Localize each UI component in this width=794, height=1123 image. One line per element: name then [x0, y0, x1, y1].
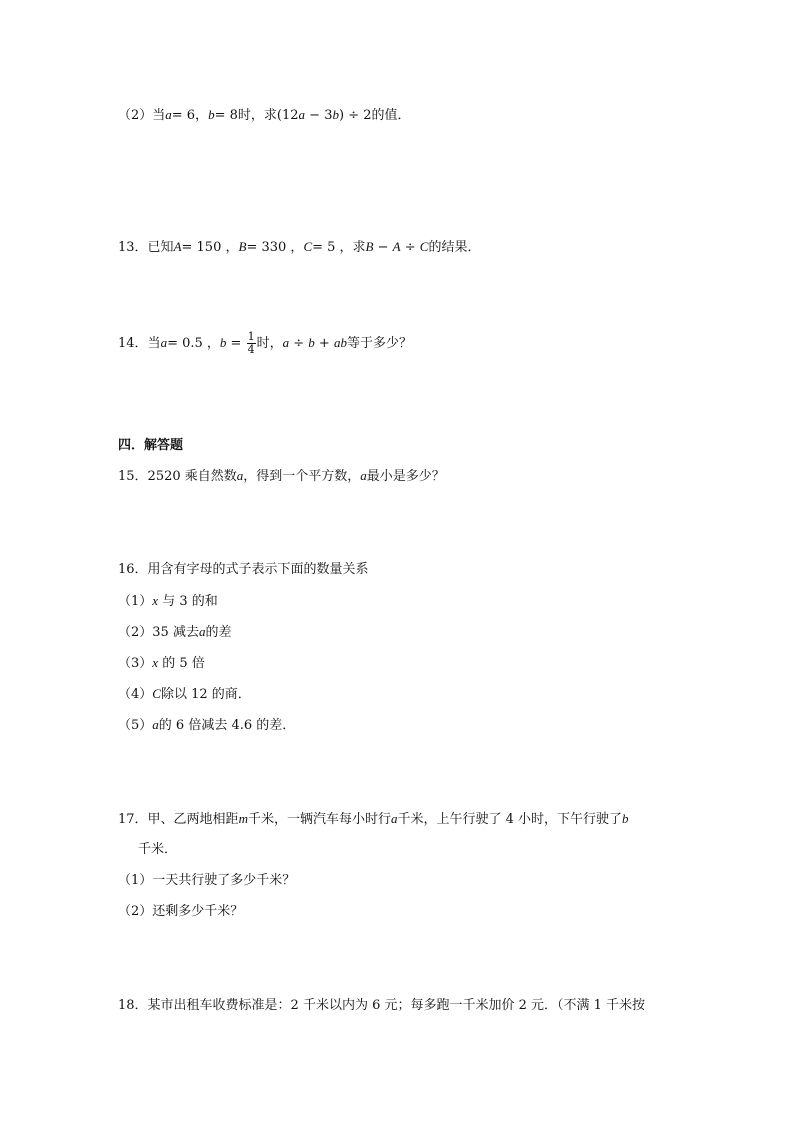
question-12-part-2: （2）当a= 6，b= 8时，求(12a − 3b) ÷ 2的值．	[118, 107, 411, 123]
question-14: 14．当a= 0.5 ，b = $\frac{1}{4}$ 时，a ÷ b + ab等于多少？	[118, 330, 412, 356]
section-title: 四．解答题	[118, 438, 184, 453]
question-13: 13．已知A= 150 ，B= 330 ，C= 5 ，求B − A ÷ C的结果．	[118, 239, 481, 255]
question-16-part-4: （4）C除以 12 的商．	[118, 686, 251, 702]
question-17-part-1: （1）一天共行驶了多少千米？	[118, 873, 296, 888]
fraction-one-quarter: $\frac{1}{4}$	[247, 330, 255, 356]
question-16-part-5: （5）a的 6 倍减去 4.6 的差．	[118, 717, 296, 733]
question-17-continued: 千米．	[138, 842, 178, 857]
question-18: 18．某市出租车收费标准是：2 千米以内为 6 元；每多跑一千米加价 2 元．（不满 1 千米按	[118, 998, 646, 1013]
question-16: 16．用含有字母的式子表示下面的数量关系	[118, 562, 369, 577]
question-15: 15．2520 乘自然数a，得到一个平方数，a最小是多少？	[118, 468, 445, 484]
question-17-part-2: （2）还剩多少千米？	[118, 904, 244, 919]
question-16-part-1: （1）x 与 3 的和	[118, 593, 218, 609]
question-16-part-2: （2）35 减去a的差	[118, 624, 232, 640]
question-17: 17．甲、乙两地相距m千米，一辆汽车每小时行a千米，上午行驶了 4 小时，下午行驶了b	[118, 811, 629, 827]
question-16-part-3: （3）x 的 5 倍	[118, 655, 205, 671]
